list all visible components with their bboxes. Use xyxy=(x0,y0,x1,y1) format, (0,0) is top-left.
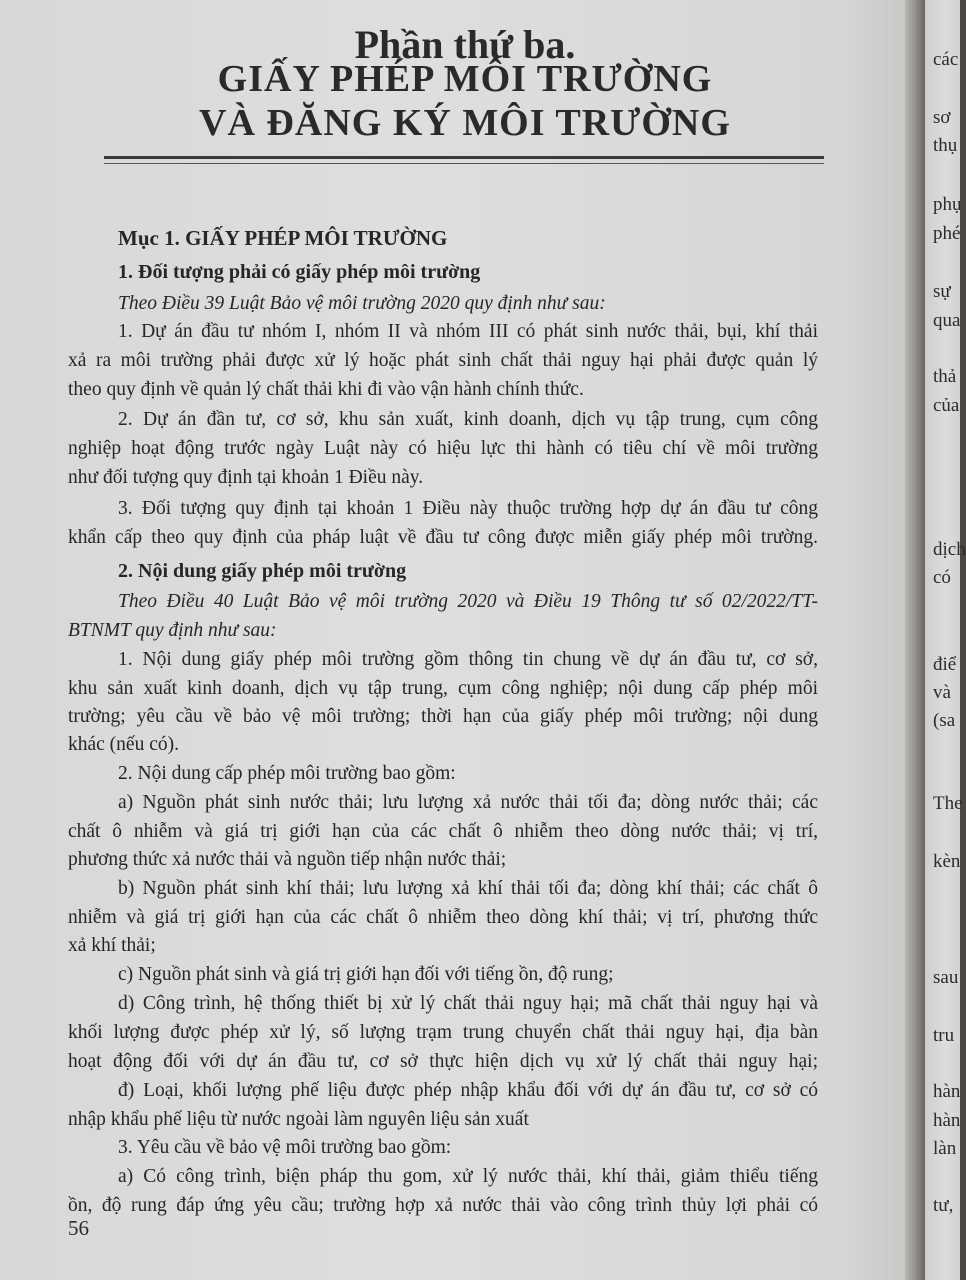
text-line: 2. Nội dung cấp phép môi trường bao gồm: xyxy=(118,763,456,784)
right-page-fragment: The xyxy=(933,793,963,814)
right-page-fragment: làn xyxy=(933,1138,957,1159)
text-line: phương thức xả nước thải và nguồn tiếp nhận nước thải; xyxy=(68,849,507,870)
text-line: b) Nguồn phát sinh khí thải; lưu lượng xả khí thải tối đa; dòng khí thải; các chất ô xyxy=(118,878,818,899)
book-gutter xyxy=(905,0,927,1280)
text-line: a) Có công trình, biện pháp thu gom, xử lý nước thải, khí thải, giảm thiểu tiếng xyxy=(118,1166,818,1187)
right-page-fragment: có xyxy=(933,567,951,588)
text-line: 1. Dự án đầu tư nhóm I, nhóm II và nhóm III có phát sinh nước thải, bụi, khí thải xyxy=(118,321,818,342)
right-page-fragment: phụ xyxy=(933,194,962,215)
right-page-fragment: tru xyxy=(933,1025,955,1046)
right-page-fragment: hàn xyxy=(933,1110,961,1131)
right-page-fragment: và xyxy=(933,682,951,703)
text-line: c) Nguồn phát sinh và giá trị giới hạn đối với tiếng ồn, độ rung; xyxy=(118,964,614,985)
text-line: 2. Dự án đần tư, cơ sở, khu sản xuất, kinh doanh, dịch vụ tập trung, cụm công xyxy=(118,409,818,430)
text-line: như đối tượng quy định tại khoản 1 Điều này. xyxy=(68,467,424,488)
right-page-fragment: (sa xyxy=(933,710,956,731)
text-line: a) Nguồn phát sinh nước thải; lưu lượng xả nước thải tối đa; dòng nước thải; các xyxy=(118,792,818,813)
text-line: khu sản xuất kinh doanh, dịch vụ tập trung, cụm công nghiệp; nội dung cấp phép môi xyxy=(68,678,818,699)
right-page-fragment: tư, xyxy=(933,1195,954,1216)
subsection-2-intro-cont: BTNMT quy định như sau: xyxy=(68,620,277,641)
text-line: đ) Loại, khối lượng phế liệu được phép nhập khẩu đối với dự án đầu tư, cơ sở có xyxy=(118,1080,818,1101)
text-line: xả khí thải; xyxy=(68,935,156,956)
text-line: ồn, độ rung đáp ứng yêu cầu; trường hợp xả nước thải vào công trình thủy lợi phải có xyxy=(68,1195,818,1216)
right-page-fragment: hàn xyxy=(933,1081,961,1102)
text-line: nghiệp hoạt động trước ngày Luật này có hiệu lực thi hành có tiêu chí về môi trường xyxy=(68,438,818,459)
right-page-fragment: dịch xyxy=(933,539,966,560)
text-line: khẩn cấp theo quy định của pháp luật về đầu tư công được miễn giấy phép môi trường. xyxy=(68,527,818,548)
part-title: Phần thứ ba. xyxy=(354,22,576,67)
subsection-2-heading: 2. Nội dung giấy phép môi trường xyxy=(118,560,407,582)
text-line: xả ra môi trường phải được xử lý hoặc phát sinh chất thải nguy hại phải được quản lý xyxy=(68,350,818,371)
text-line: 3. Đối tượng quy định tại khoản 1 Điều này thuộc trường hợp dự án đầu tư công xyxy=(118,498,818,519)
page-number: 56 xyxy=(68,1216,89,1240)
subsection-2-intro: Theo Điều 40 Luật Bảo vệ môi trường 2020 và Điều 19 Thông tư số 02/2022/TT- xyxy=(118,591,818,612)
part-heading-line1: GIẤY PHÉP MÔI TRƯỜNG xyxy=(217,58,713,100)
right-page-fragment: của xyxy=(933,395,960,416)
title-rule-thin xyxy=(104,163,824,164)
right-page-fragment: phé xyxy=(933,223,961,244)
text-line: khối lượng được phép xử lý, số lượng trạm trung chuyển chất thải nguy hại, địa bàn xyxy=(68,1022,818,1043)
subsection-1-heading: 1. Đối tượng phải có giấy phép môi trường xyxy=(118,261,481,283)
text-line: 3. Yêu cầu về bảo vệ môi trường bao gồm: xyxy=(118,1137,452,1158)
subsection-1-intro: Theo Điều 39 Luật Bảo vệ môi trường 2020 quy định như sau: xyxy=(118,293,606,314)
text-line: d) Công trình, hệ thống thiết bị xử lý chất thải nguy hại; mã chất thải nguy hại và xyxy=(118,993,818,1014)
text-line: 1. Nội dung giấy phép môi trường gồm thông tin chung về dự án đầu tư, cơ sở, xyxy=(118,649,818,670)
part-heading-line2: VÀ ĐĂNG KÝ MÔI TRƯỜNG xyxy=(199,102,731,144)
text-line: trường; yêu cầu về bảo vệ môi trường; thời hạn của giấy phép môi trường; nội dung xyxy=(68,706,818,727)
right-page-fragment: kèn xyxy=(933,851,961,872)
right-page-fragment: thụ xyxy=(933,135,958,156)
right-page-edge xyxy=(925,0,966,1280)
text-line: theo quy định về quản lý chất thải khi đi vào vận hành chính thức. xyxy=(68,379,584,400)
right-page-fragment: sự xyxy=(933,281,951,302)
right-page-fragment: điể xyxy=(933,654,957,675)
section-heading: Mục 1. GIẤY PHÉP MÔI TRƯỜNG xyxy=(118,226,448,250)
title-rule xyxy=(104,156,824,159)
right-page-fragment: các xyxy=(933,49,959,70)
text-line: nhập khẩu phế liệu từ nước ngoài làm nguyên liệu sản xuất xyxy=(68,1109,529,1130)
right-page-fragment: sơ xyxy=(933,107,951,128)
text-line: hoạt động đối với dự án đầu tư, cơ sở thực hiện dịch vụ xử lý chất thải nguy hại; xyxy=(68,1051,818,1072)
right-page-fragment: qua xyxy=(933,310,961,331)
text-line: chất ô nhiễm và giá trị giới hạn của các chất ô nhiễm theo dòng nước thải; vị trí, xyxy=(68,821,818,842)
text-line: nhiễm và giá trị giới hạn của các chất ô nhiễm theo dòng khí thải; vị trí, phương thức xyxy=(68,907,818,928)
right-page-fragment: sau xyxy=(933,967,959,988)
right-page-fragment: thả xyxy=(933,366,957,387)
text-line: khác (nếu có). xyxy=(68,734,179,755)
